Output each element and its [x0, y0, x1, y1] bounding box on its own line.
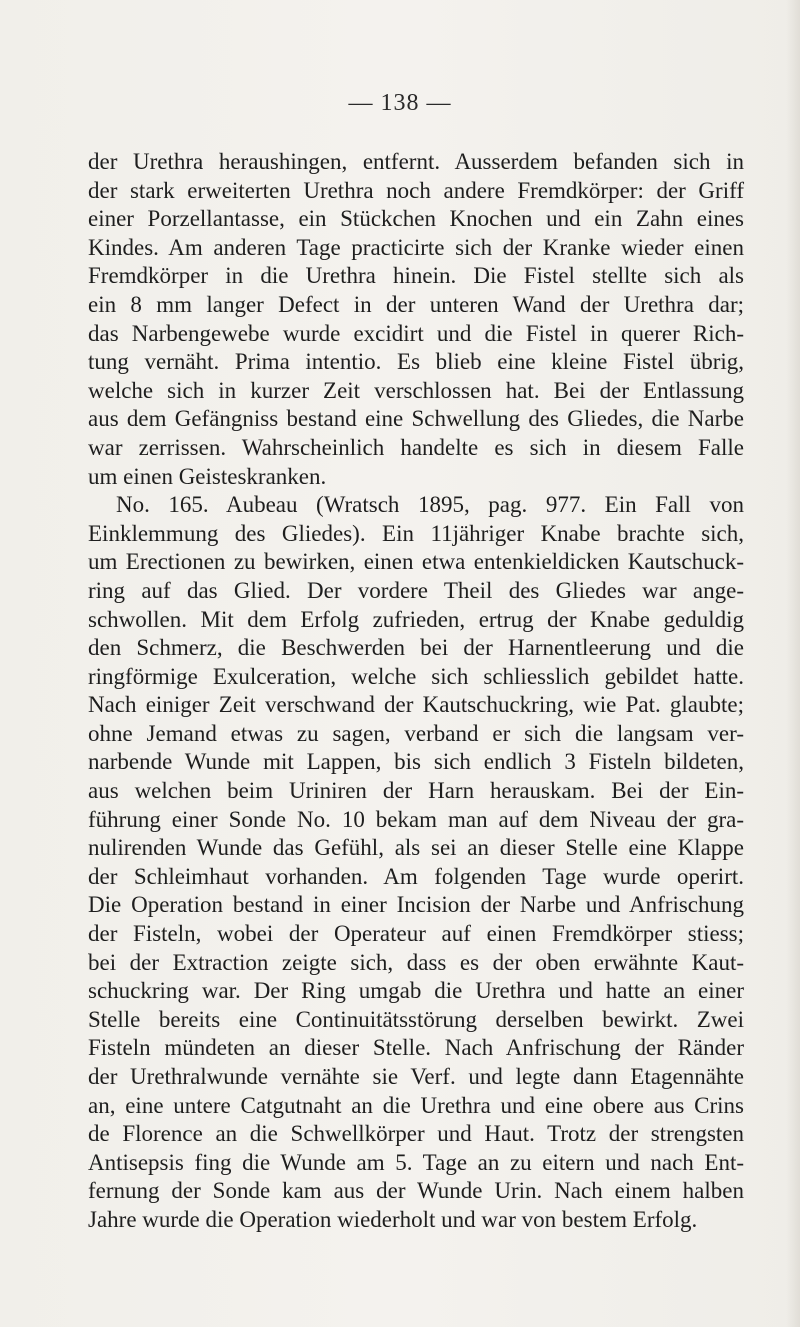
text-line: führung einer Sonde No. 10 bekam man auf dem Niveau der gra- [88, 806, 744, 832]
text-line: ringförmige Exulceration, welche sich schliesslich gebildet hatte. [88, 663, 744, 689]
text-line: einer Porzellantasse, ein Stückchen Knochen und ein Zahn eines [88, 206, 744, 232]
text-line: ohne Jemand etwas zu sagen, verband er sich die langsam ver- [88, 720, 744, 746]
text-line: Kindes. Am anderen Tage practicirte sich der Kranke wieder einen [88, 234, 744, 260]
text-line: schwollen. Mit dem Erfolg zufrieden, ertrug der Knabe geduldig [88, 606, 744, 632]
text-line: der stark erweiterten Urethra noch andere Fremdkörper: der Griff [88, 177, 744, 203]
text-line: das Narbengewebe wurde excidirt und die Fistel in querer Rich- [88, 320, 744, 346]
text-line: um Erectionen zu bewirken, einen etwa entenkieldicken Kautschuck- [88, 549, 744, 575]
text-line: Fremdkörper in die Urethra hinein. Die Fistel stellte sich als [88, 263, 744, 289]
text-line: aus dem Gefängniss bestand eine Schwellung des Gliedes, die Narbe [88, 406, 744, 432]
page-edge-shadow [786, 0, 800, 1327]
text-line: den Schmerz, die Beschwerden bei der Harnentleerung und die [88, 635, 744, 661]
text-line: der Schleimhaut vorhanden. Am folgenden Tage wurde operirt. [88, 863, 744, 889]
text-line: der Fisteln, wobei der Operateur auf einen Fremdkörper stiess; [88, 921, 744, 947]
text-line: ein 8 mm langer Defect in der unteren Wand der Urethra dar; [88, 291, 744, 317]
text-line: tung vernäht. Prima intentio. Es blieb eine kleine Fistel übrig, [88, 349, 744, 375]
text-line: de Florence an die Schwellkörper und Haut. Trotz der strengsten [88, 1121, 744, 1147]
text-line: No. 165. Aubeau (Wratsch 1895, pag. 977. Ein Fall von [116, 492, 744, 518]
text-line: Einklemmung des Gliedes). Ein 11jähriger Knabe brachte sich, [88, 520, 744, 546]
text-line: Fisteln mündeten an dieser Stelle. Nach Anfrischung der Ränder [88, 1035, 744, 1061]
text-line: der Urethralwunde vernähte sie Verf. und legte dann Etagennähte [88, 1064, 744, 1089]
body-text [88, 148, 744, 1235]
text-line: an, eine untere Catgutnaht an die Urethra und eine obere aus Crins [88, 1092, 744, 1118]
text-line: aus welchen beim Uriniren der Harn herauskam. Bei der Ein- [88, 778, 744, 804]
text-line: war zerrissen. Wahrscheinlich handelte es sich in diesem Falle [88, 434, 744, 460]
text-line: narbende Wunde mit Lappen, bis sich endlich 3 Fisteln bildeten, [88, 749, 744, 775]
text-line: Antisepsis fing die Wunde am 5. Tage an zu eitern und nach Ent- [88, 1149, 744, 1175]
text-line: schuckring war. Der Ring umgab die Urethra und hatte an einer [88, 978, 744, 1004]
text-line: nulirenden Wunde das Gefühl, als sei an dieser Stelle eine Klappe [88, 835, 744, 861]
text-line: um einen Geisteskranken. [88, 463, 327, 489]
text-line: Die Operation bestand in einer Incision der Narbe und Anfrischung [88, 892, 744, 918]
text-line: Stelle bereits eine Continuitätsstörung derselben bewirkt. Zwei [88, 1006, 744, 1032]
text-line: welche sich in kurzer Zeit verschlossen hat. Bei der Entlassung [88, 377, 744, 403]
page-number: — 138 — [348, 90, 452, 116]
text-line: fernung der Sonde kam aus der Wunde Urin. Nach einem halben [88, 1178, 744, 1204]
text-line: der Urethra heraushingen, entfernt. Ausserdem befanden sich in [88, 149, 744, 174]
text-line: bei der Extraction zeigte sich, dass es der oben erwähnte Kaut- [88, 949, 744, 975]
text-line: Jahre wurde die Operation wiederholt und war von bestem Erfolg. [88, 1206, 698, 1232]
text-line: ring auf das Glied. Der vordere Theil des Gliedes war ange- [88, 577, 744, 603]
text-line: Nach einiger Zeit verschwand der Kautschuckring, wie Pat. glaubte; [88, 692, 744, 718]
